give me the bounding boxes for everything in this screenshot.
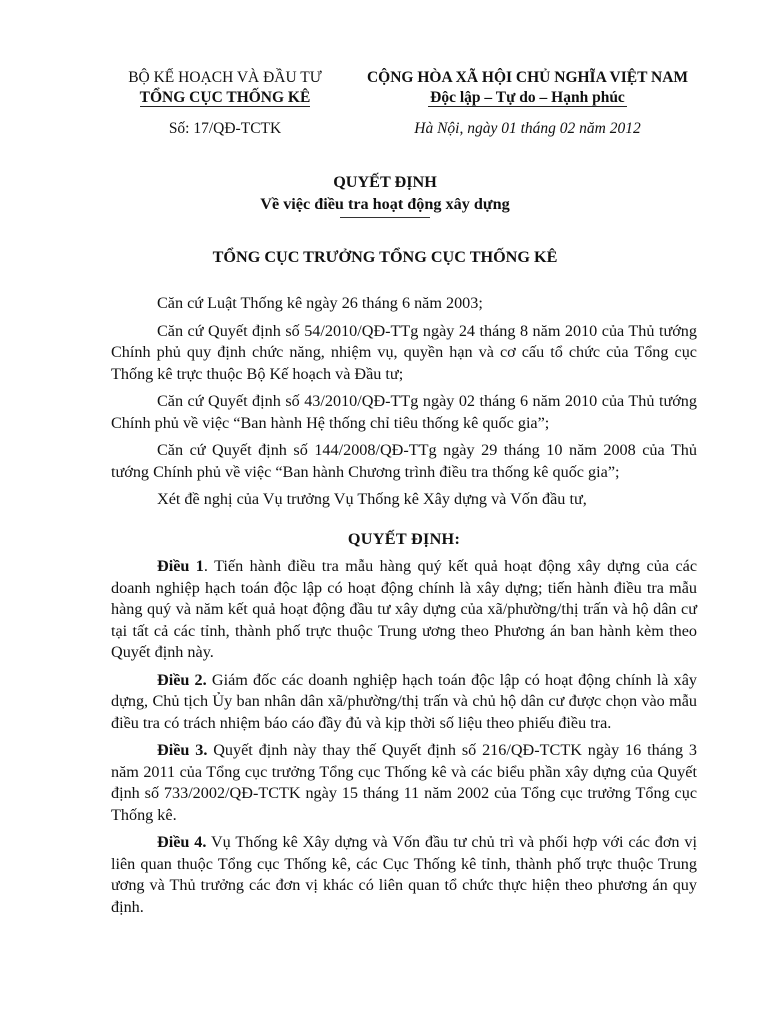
preamble-paragraph: Xét đề nghị của Vụ trưởng Vụ Thống kê Xây dựng và Vốn đầu tư, bbox=[157, 490, 587, 508]
issuer-block bbox=[100, 68, 350, 139]
article-label: Điều 2. bbox=[157, 670, 207, 689]
national-block bbox=[340, 68, 715, 139]
place-date: Hà Nội, ngày 01 tháng 02 năm 2012 bbox=[414, 120, 641, 137]
article-label: Điều 3. bbox=[157, 741, 208, 759]
article-paragraph bbox=[111, 740, 697, 826]
document-title: QUYẾT ĐỊNH bbox=[333, 173, 437, 191]
national-motto: Độc lập – Tự do – Hạnh phúc bbox=[430, 89, 625, 106]
article-paragraph bbox=[111, 670, 697, 735]
nation-name: CỘNG HÒA XÃ HỘI CHỦ NGHĨA VIỆT NAM bbox=[366, 69, 689, 86]
title-divider bbox=[340, 217, 430, 218]
preamble-paragraph: Căn cứ Quyết định số 54/2010/QĐ-TTg ngày 24 tháng 8 năm 2010 của Thủ tướng Chính phủ quy định chức năng, nhiệm vụ, quyền hạn và cơ cấu tổ chức của Tổng cục Thống kê trực thuộc Bộ Kế hoạch và Đầu tư; bbox=[111, 321, 697, 383]
article-label: Điều 4. bbox=[157, 833, 207, 851]
article-text: Quyết định này thay thế Quyết định số 216/QĐ-TCTK ngày 16 tháng 3 năm 2011 của Tổng cục trưởng Tổng cục Thống kê và các biểu phần xây dựng của Quyết định số 733/2002/QĐ-TCTK ngày 15 tháng 11 năm 2002 của Tổng cục trưởng Tổng cục Thống kê. bbox=[111, 741, 697, 824]
preamble-paragraph: Căn cứ Luật Thống kê ngày 26 tháng 6 năm 2003; bbox=[157, 294, 483, 312]
document-number: Số: 17/QĐ-TCTK bbox=[168, 120, 282, 137]
article-paragraph bbox=[111, 832, 697, 918]
motto-wrap bbox=[340, 88, 715, 108]
ministry-name: BỘ KẾ HOẠCH VÀ ĐẦU TƯ bbox=[128, 69, 322, 86]
issuing-authority: TỔNG CỤC TRƯỞNG TỔNG CỤC THỐNG KÊ bbox=[212, 248, 558, 266]
title-block bbox=[0, 171, 770, 218]
preamble-paragraph: Căn cứ Quyết định số 144/2008/QĐ-TTg ngày 29 tháng 10 năm 2008 của Thủ tướng Chính phủ về việc “Ban hành Chương trình điều tra thống kê quốc gia”; bbox=[111, 441, 697, 481]
agency-name-wrap bbox=[100, 88, 350, 108]
decision-heading: QUYẾT ĐỊNH: bbox=[347, 529, 461, 548]
preamble-paragraph: Căn cứ Quyết định số 43/2010/QĐ-TTg ngày 02 tháng 6 năm 2010 của Thủ tướng Chính phủ về việc “Ban hành Hệ thống chỉ tiêu thống kê quốc gia”; bbox=[111, 392, 697, 432]
agency-name: TỔNG CỤC THỐNG KÊ bbox=[139, 89, 311, 106]
document-body bbox=[111, 293, 697, 924]
article-text: . Tiến hành điều tra mẫu hàng quý kết quả hoạt động xây dựng của các doanh nghiệp hạch toán độc lập có hoạt động chính là xây dựng; tiến hành điều tra mẫu hàng quý và năm kết quả hoạt động đầu tư xây dựng của xã/phường/thị trấn và hộ dân cư tại tất cả các tỉnh, thành phố trực thuộc Trung ương theo Phương án ban hành kèm theo Quyết định này. bbox=[111, 557, 698, 661]
article-text: Giám đốc các doanh nghiệp hạch toán độc lập có hoạt động chính là xây dựng, Chủ tịch Ủy ban nhân dân xã/phường/thị trấn và chủ hộ dân cư được chọn vào mẫu điều tra có trách nhiệm báo cáo đầy đủ và kịp thời số liệu theo phiếu điều tra. bbox=[111, 670, 698, 732]
document-subtitle: Về việc điều tra hoạt động xây dựng bbox=[260, 195, 510, 213]
article-paragraph bbox=[111, 556, 697, 664]
article-text: Vụ Thống kê Xây dựng và Vốn đầu tư chủ trì và phối hợp với các đơn vị liên quan thuộc Tổng cục Thống kê, các Cục Thống kê tỉnh, thành phố trực thuộc Trung ương và Thủ trưởng các đơn vị khác có liên quan tổ chức thực hiện theo phương án quy định. bbox=[111, 833, 697, 916]
article-label: Điều 1 bbox=[157, 557, 204, 575]
